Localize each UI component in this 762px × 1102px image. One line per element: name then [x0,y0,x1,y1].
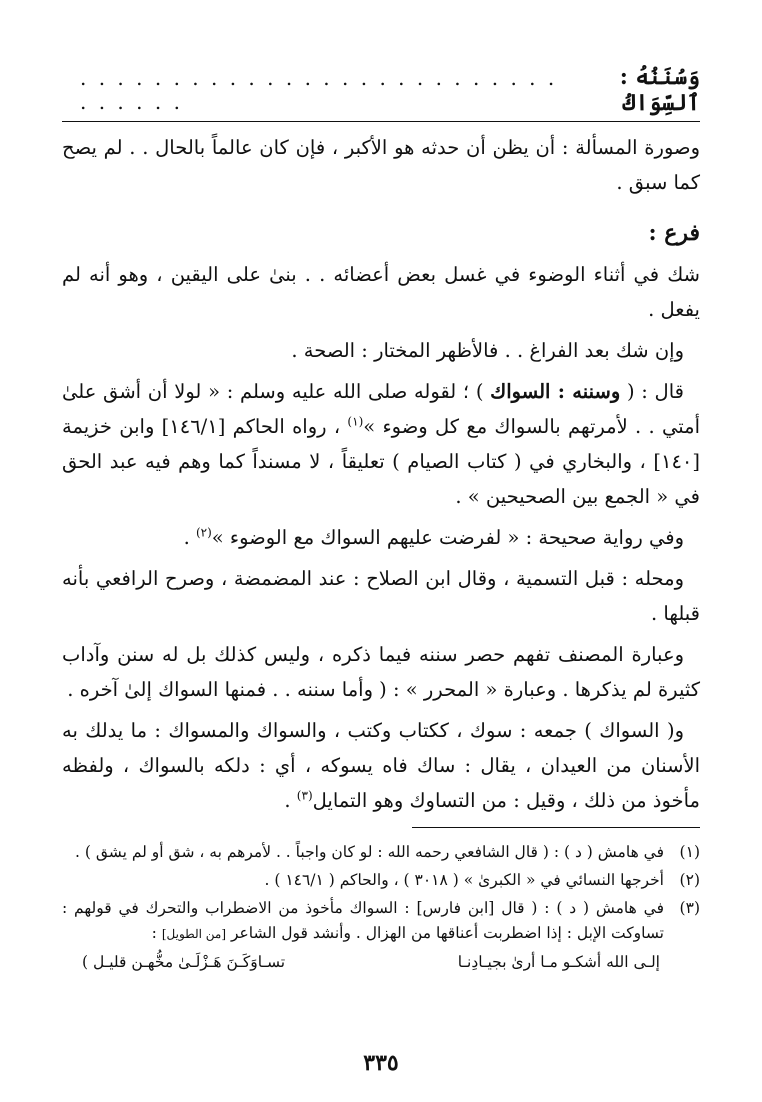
main-text [62,130,700,824]
footnote-text: في هامش ( د ) : ( قال [ابن فارس] : السواك مأخوذ من الاضطراب والتحرك في قولهم : تساوكت الإبل : إذا اضطربت أعناقها من الهزال . وأنشد قول الشاعر [62,899,664,942]
paragraph-4 [62,374,700,514]
paragraph-3: وإن شك بعد الفراغ . . فالأظهر المختار : الصحة . [291,339,684,362]
p8-a: و( السواك ) جمعه : سوك ، ككتاب وكتب ، والسواك والمسواك : ما يدلك به الأسنان من العيدان ، يقال : ساك فاه يسوكه ، أي : دلكه بالسواك ، ولفظه مأخوذ من ذلك ، وقيل : من التساوك وهو التمايل [62,719,700,812]
page-number: ٣٣٥ [363,1050,399,1076]
footnote-text-wrap [62,896,664,947]
header-title: وَسُنَنُهُ : ٱلسِّوَاكُ [619,64,700,116]
p4-c: ) ؛ لقوله صلى الله عليه وسلم : « لولا أن أشق علىٰ أمتي . . لأمرتهم بالسواك مع كل وضوء » [62,380,700,438]
p8-b: . [284,789,297,812]
footnote-ref-2[interactable]: (٢) [195,525,212,540]
header-rule [62,121,700,122]
paragraph-2: شك في أثناء الوضوء في غسل بعض أعضائه . . بنىٰ على اليقين ، وهو أنه لم يفعل . [62,263,700,321]
paragraph-8 [62,713,700,818]
footnotes [62,840,700,975]
footnote-ref-3[interactable]: (٣) [296,788,313,803]
meter-tag: [من الطويل] [161,927,227,941]
footnote-number: (٢) [679,871,700,889]
paragraph-1: وصورة المسألة : أن يظن أن حدثه هو الأكبر ، فإن كان عالماً بالحال . . لم يصح كما سبق . [62,136,700,194]
footnote-number: (١) [679,843,700,861]
paragraph-7: وعبارة المصنف تفهم حصر سننه فيما ذكره ، وليس كذلك بل له سنن وآداب كثيرة لم يذكرها . وعبارة « المحرر » : ( وأما سننه . . فمنها السواك إلىٰ آخره . [62,643,700,701]
footnote-3 [62,896,700,947]
p5-b: . [183,526,196,549]
verse-hemistich-2: تسـاوَكَـنَ هَـزْلَـىٰ مخُّهـن قليـل ) [82,953,286,971]
footnote-colon: : [151,924,157,942]
p4-d: ، رواه الحاكم [١٤٦/١] وابن خزيمة [١٤٠] ، والبخاري في ( كتاب الصيام ) تعليقاً ، لا مسنداً كما وهم فيه عبد الحق في « الجمع بين الصحيحين » . [62,415,700,508]
verse-hemistich-1: إلـى الله أشكـو مـا أرىٰ بجيـادِنـا [457,953,660,971]
footnote-number: (٣) [679,899,700,917]
paragraph-5 [62,520,700,555]
p4-a: قال : ( [620,380,684,403]
paragraph-6: ومحله : قبل التسمية ، وقال ابن الصلاح : عند المضمضة ، وصرح الرافعي بأنه قبلها . [62,567,700,625]
poetry-verse [82,950,660,975]
section-heading: فرع : [648,220,700,246]
footnote-text: أخرجها النسائي في « الكبرىٰ » ( ٣٠١٨ ) ، والحاكم ( ١٤٦/١ ) . [264,871,664,889]
p4-label: وسننه : السواك [490,380,621,403]
footnote-1 [62,840,700,865]
footnote-2 [62,868,700,893]
footnote-rule [412,827,700,828]
header-dots: . . . . . . . . . . . . . . . . . . . . . . . . . . . . . . . . [80,66,558,114]
footnote-ref-1[interactable]: (١) [347,414,364,429]
footnote-text: في هامش ( د ) : ( قال الشافعي رحمه الله : لو كان واجباً . . لأمرهم به ، شق أو لم يشق ) . [75,843,664,861]
running-header [80,64,700,116]
p5-a: وفي رواية صحيحة : « لفرضت عليهم السواك مع الوضوء » [211,526,684,549]
